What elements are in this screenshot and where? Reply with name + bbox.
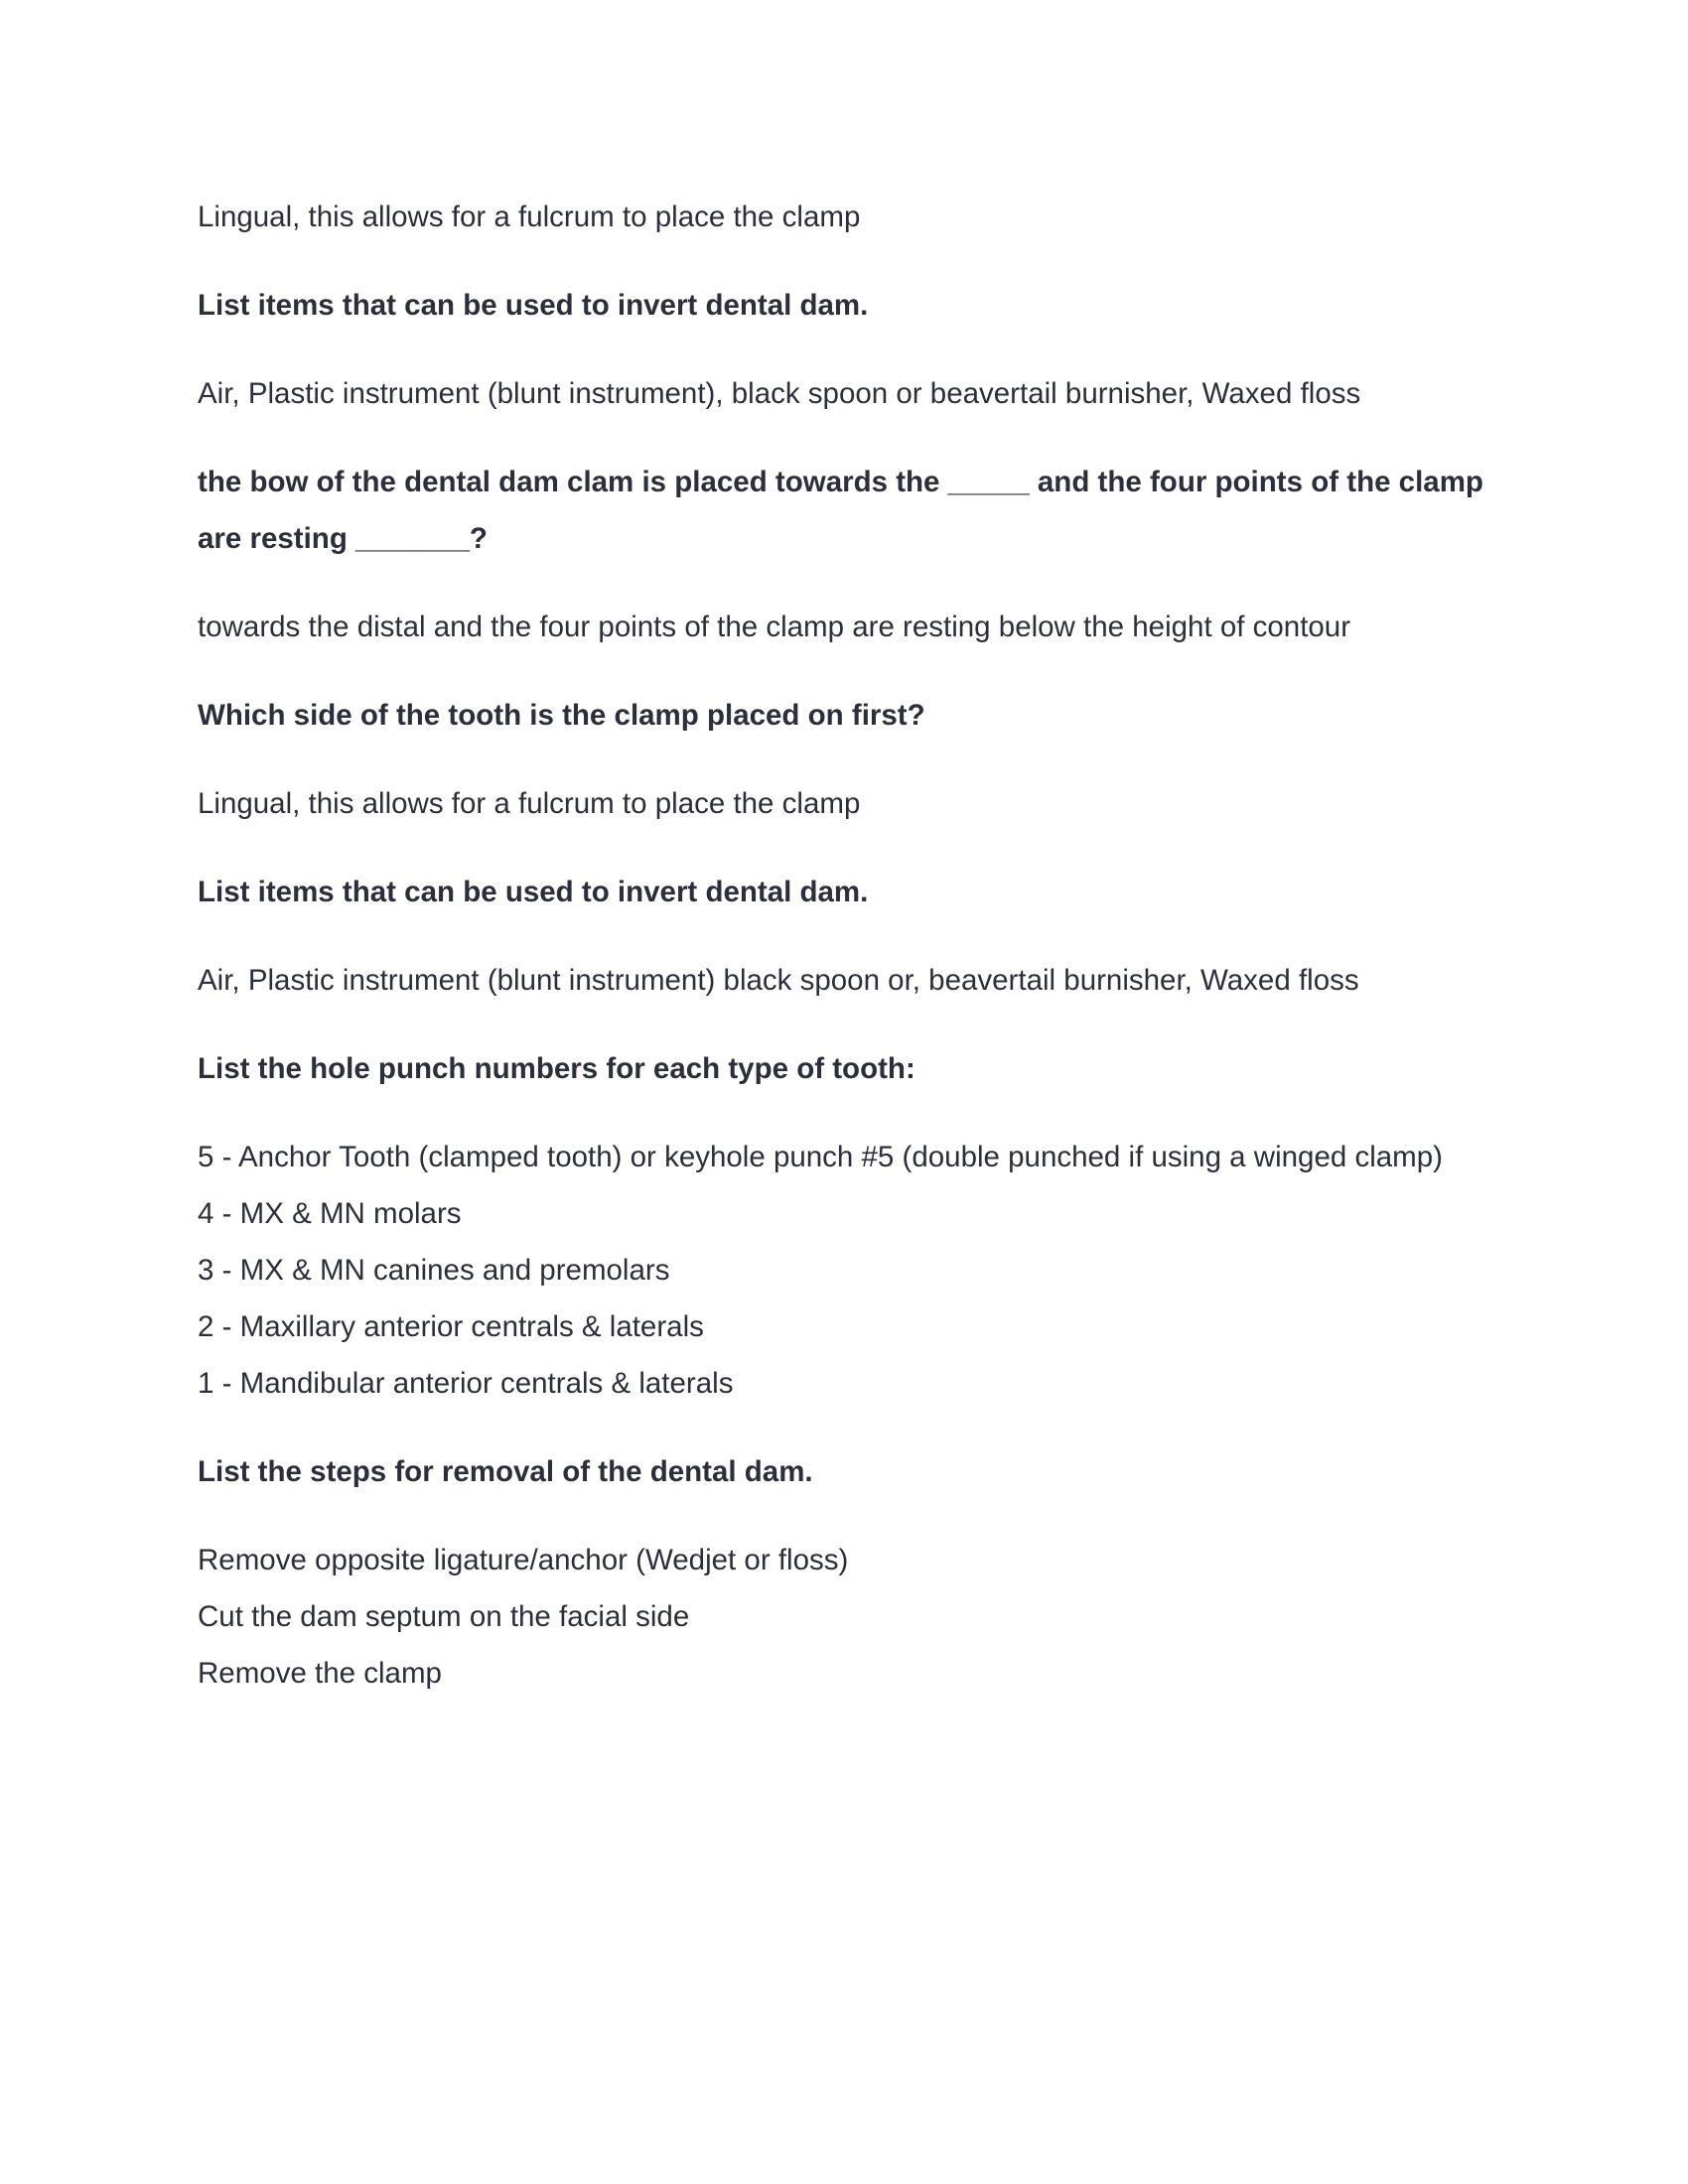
text-line: 1 - Mandibular anterior centrals & laterals — [198, 1367, 734, 1400]
text-line: 4 - MX & MN molars — [198, 1197, 462, 1230]
text-line: List items that can be used to invert dental dam. — [198, 289, 869, 322]
answer-text — [198, 1532, 1508, 1702]
text-line: Air, Plastic instrument (blunt instrument) black spoon or, beavertail burnisher, Waxed floss — [198, 964, 1359, 997]
text-line: 2 - Maxillary anterior centrals & laterals — [198, 1310, 704, 1343]
text-line: List the steps for removal of the dental dam. — [198, 1455, 813, 1488]
text-line: Remove the clamp — [198, 1657, 442, 1690]
question-text — [198, 1443, 1508, 1500]
document-page — [198, 189, 1508, 1733]
text-line: 3 - MX & MN canines and premolars — [198, 1254, 670, 1287]
answer-text — [198, 1129, 1508, 1412]
answer-text — [198, 599, 1508, 655]
answer-text — [198, 189, 1508, 245]
text-line: Cut the dam septum on the facial side — [198, 1600, 690, 1633]
text-line: List items that can be used to invert dental dam. — [198, 876, 869, 908]
answer-text — [198, 365, 1508, 422]
text-line: towards the distal and the four points of the clamp are resting below the height of contour — [198, 611, 1351, 643]
text-line: 5 - Anchor Tooth (clamped tooth) or keyhole punch #5 (double punched if using a winged clamp) — [198, 1141, 1443, 1173]
text-line: Lingual, this allows for a fulcrum to place the clamp — [198, 787, 861, 820]
text-line: the bow of the dental dam clam is placed towards the _____ and the four points of the clamp are resting _______? — [198, 466, 1483, 555]
answer-text — [198, 775, 1508, 832]
question-text — [198, 1040, 1508, 1097]
question-text — [198, 864, 1508, 920]
question-text — [198, 687, 1508, 744]
question-text — [198, 454, 1508, 567]
question-text — [198, 277, 1508, 334]
text-line: Lingual, this allows for a fulcrum to place the clamp — [198, 201, 861, 233]
text-line: Air, Plastic instrument (blunt instrument), black spoon or beavertail burnisher, Waxed floss — [198, 377, 1361, 410]
answer-text — [198, 952, 1508, 1009]
text-line: List the hole punch numbers for each type of tooth: — [198, 1052, 915, 1085]
text-line: Remove opposite ligature/anchor (Wedjet or floss) — [198, 1544, 849, 1576]
text-line: Which side of the tooth is the clamp placed on first? — [198, 699, 925, 732]
